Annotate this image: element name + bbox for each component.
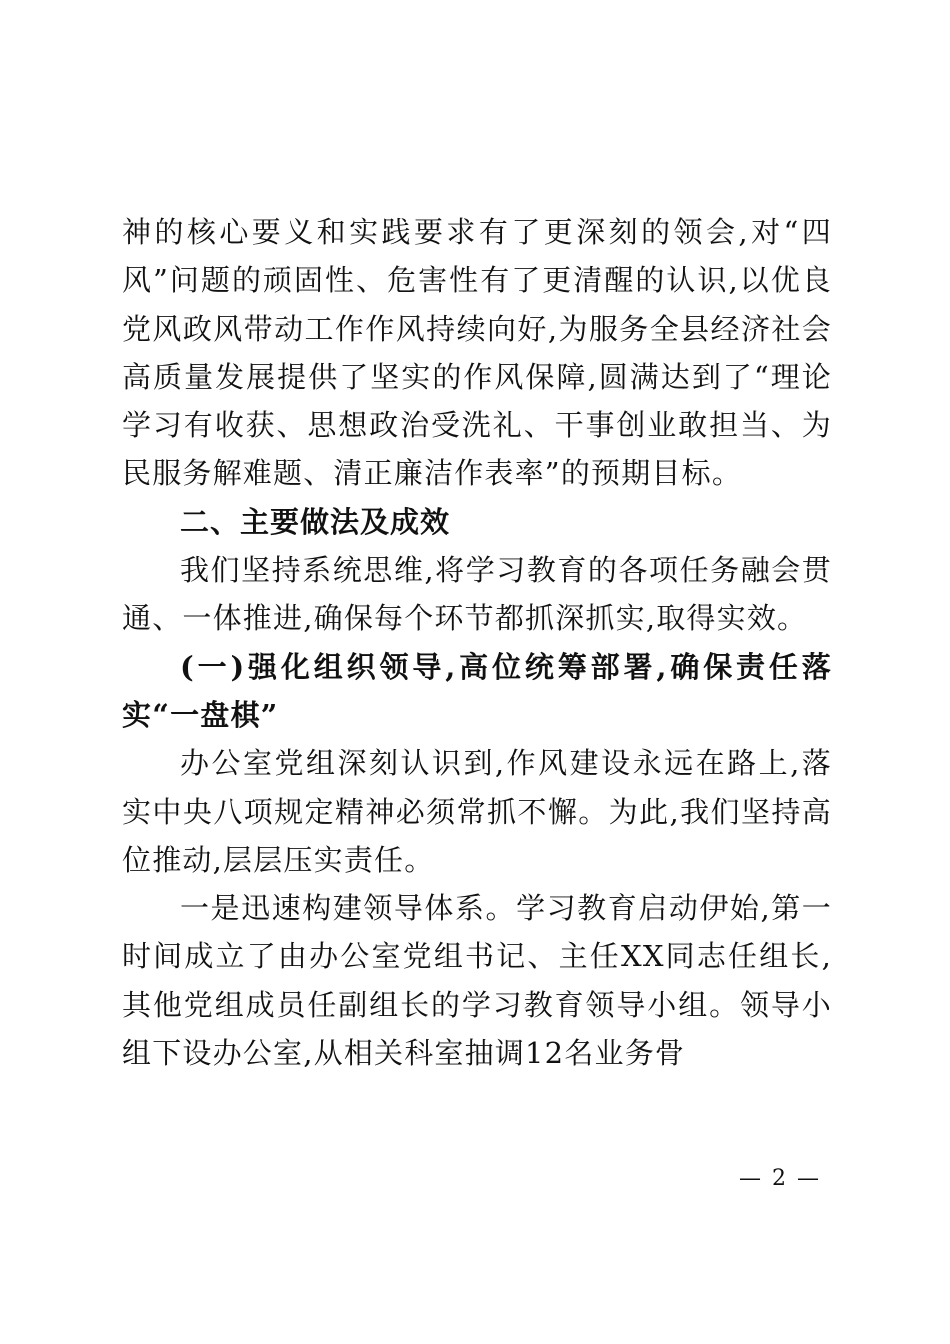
paragraph-body: 办公室党组深刻认识到,作风建设永远在路上,落实中央八项规定精神必须常抓不懈。为此,我们坚持高位推动,层层压实责任。 <box>122 746 832 877</box>
paragraph-intro: 我们坚持系统思维,将学习教育的各项任务融会贯通、一体推进,确保每个环节都抓深抓实,取得实效。 <box>122 553 832 636</box>
paragraph-body: 一是迅速构建领导体系。学习教育启动伊始,第一时间成立了由办公室党组书记、主任XX同志任组长,其他党组成员任副组长的学习教育领导小组。领导小组下设办公室,从相关科室抽调12名业务骨 <box>122 891 832 1071</box>
page-number: — 2 — <box>739 1166 821 1191</box>
document-body <box>122 208 832 1077</box>
section-heading: 二、主要做法及成效 <box>180 504 451 539</box>
subsection-heading: (一)强化组织领导,高位统筹部署,确保责任落实“一盘棋” <box>122 649 832 732</box>
paragraph-continuation: 神的核心要义和实践要求有了更深刻的领会,对“四风”问题的顽固性、危害性有了更清醒的认识,以优良党风政风带动工作作风持续向好,为服务全县经济社会高质量发展提供了坚实的作风保障,圆满达到了“理论学习有收获、思想政治受洗礼、干事创业敢担当、为民服务解难题、清正廉洁作表率”的预期目标。 <box>122 215 832 491</box>
